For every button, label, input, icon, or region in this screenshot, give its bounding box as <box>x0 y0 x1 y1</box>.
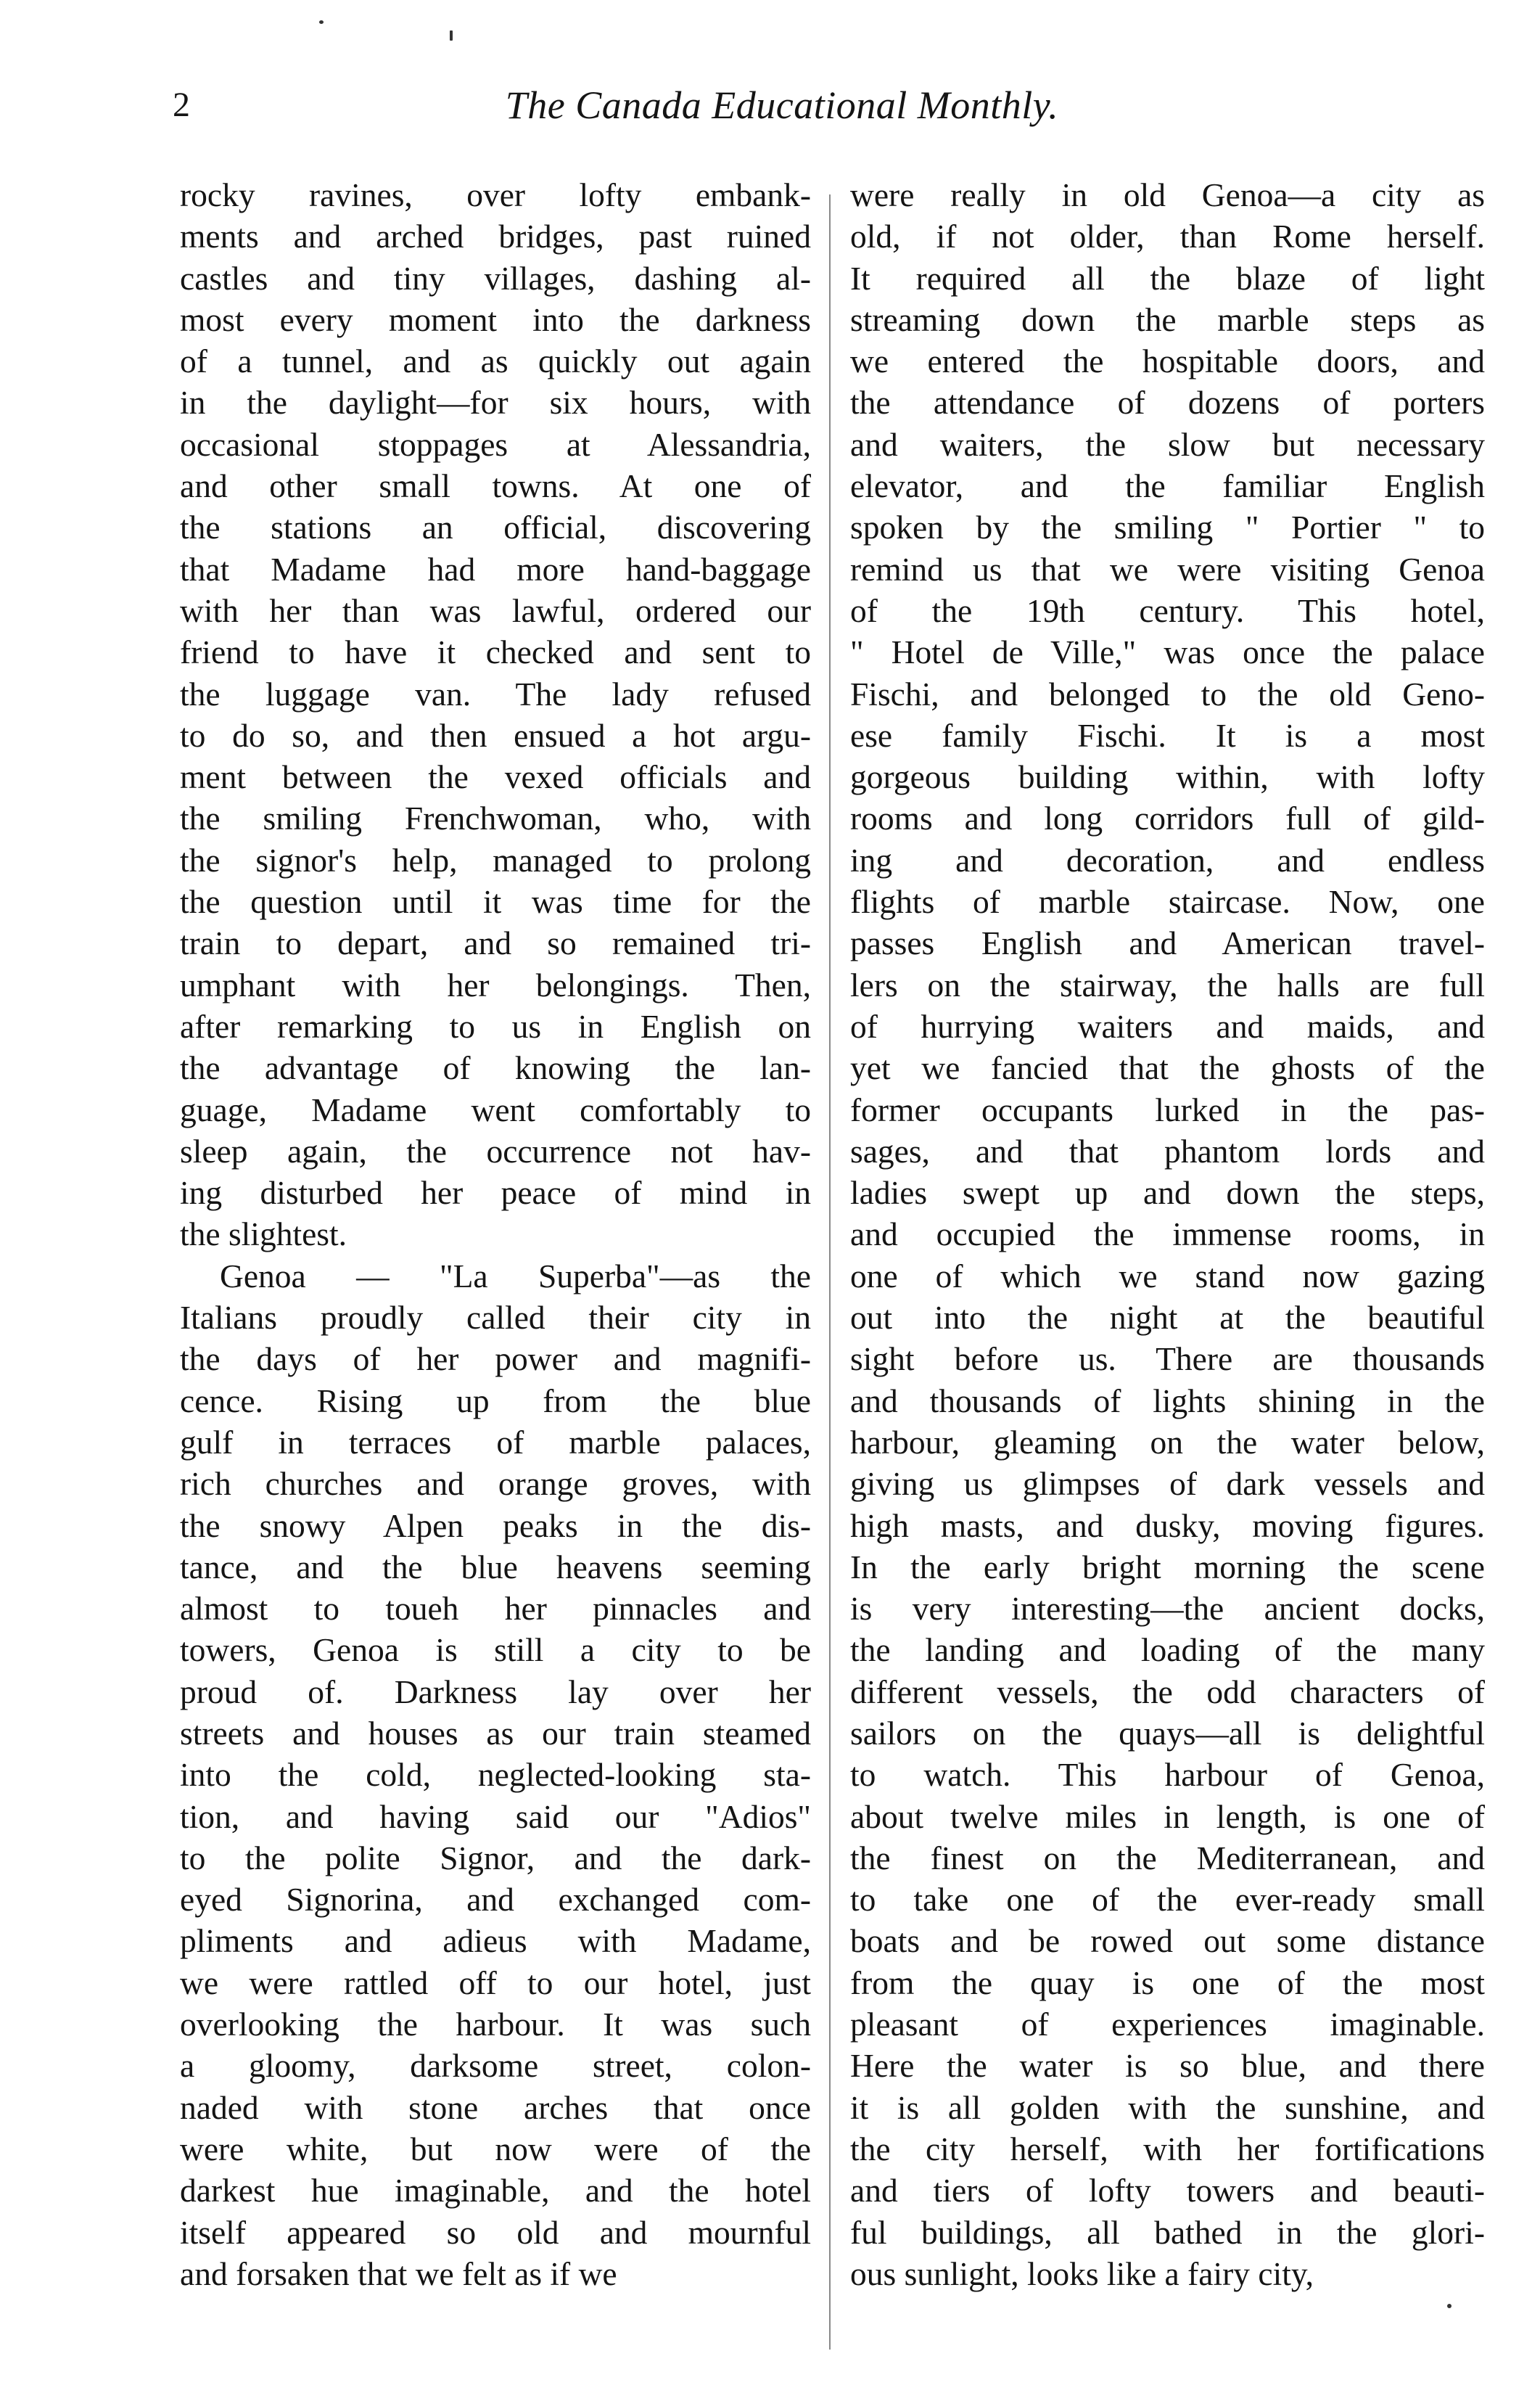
text-line: different vessels, the odd characters of <box>850 1673 1485 1710</box>
text-line: sight before us. There are thousands <box>850 1340 1485 1378</box>
text-line: rocky ravines, over lofty embank- <box>180 176 811 213</box>
text-line: the snowy Alpen peaks in the dis- <box>180 1506 811 1544</box>
text-line: yet we fancied that the ghosts of the <box>850 1049 1485 1087</box>
text-line: we were rattled off to our hotel, just <box>180 1964 811 2001</box>
text-line: the finest on the Mediterranean, and <box>850 1839 1485 1876</box>
text-line: gorgeous building within, with lofty <box>850 758 1485 796</box>
text-line: ese family Fischi. It is a most <box>850 716 1485 754</box>
text-line: lers on the stairway, the halls are full <box>850 966 1485 1004</box>
page-number: 2 <box>173 86 190 124</box>
text-line: umphant with her belongings. Then, <box>180 966 811 1004</box>
text-line: is very interesting—the ancient docks, <box>850 1590 1485 1628</box>
scan-speck <box>1447 2304 1452 2308</box>
text-line: most every moment into the darkness <box>180 300 811 338</box>
text-line: about twelve miles in length, is one of <box>850 1797 1485 1835</box>
text-line: remind us that we were visiting Genoa <box>850 550 1485 588</box>
text-line: to do so, and then ensued a hot argu- <box>180 716 811 754</box>
text-line: of the 19th century. This hotel, <box>850 591 1485 629</box>
text-line: were white, but now were of the <box>180 2130 811 2167</box>
text-line: pliments and adieus with Madame, <box>180 1922 811 1960</box>
text-line: were really in old Genoa—a city as <box>850 176 1485 213</box>
text-line: friend to have it checked and sent to <box>180 633 811 671</box>
text-line: and waiters, the slow but necessary <box>850 425 1485 463</box>
text-line: the days of her power and magnifi- <box>180 1340 811 1378</box>
text-line: cence. Rising up from the blue <box>180 1382 811 1419</box>
text-line: eyed Signorina, and exchanged com- <box>180 1881 811 1919</box>
text-line: passes English and American travel- <box>850 924 1485 962</box>
page-header <box>165 83 1478 141</box>
text-line: ladies swept up and down the steps, <box>850 1174 1485 1212</box>
text-line: guage, Madame went comfortably to <box>180 1091 811 1128</box>
text-line: and other small towns. At one of <box>180 467 811 505</box>
text-line: the smiling Frenchwoman, who, with <box>180 800 811 837</box>
text-line: naded with stone arches that once <box>180 2088 811 2126</box>
text-line: with her than was lawful, ordered our <box>180 591 811 629</box>
text-line: the question until it was time for the <box>180 883 811 921</box>
text-line: we entered the hospitable doors, and <box>850 342 1485 380</box>
text-line: the city herself, with her fortifications <box>850 2130 1485 2167</box>
text-line: in the daylight—for six hours, with <box>180 384 811 422</box>
text-line: sleep again, the occurrence not hav- <box>180 1132 811 1170</box>
text-line: ing disturbed her peace of mind in <box>180 1174 811 1212</box>
text-line: sailors on the quays—all is delightful <box>850 1714 1485 1752</box>
text-line: and tiers of lofty towers and beauti- <box>850 2172 1485 2209</box>
text-line: old, if not older, than Rome herself. <box>850 218 1485 255</box>
text-line: elevator, and the familiar English <box>850 467 1485 505</box>
text-line: and occupied the immense rooms, in <box>850 1215 1485 1253</box>
text-line: giving us glimpses of dark vessels and <box>850 1465 1485 1503</box>
text-line: almost to toueh her pinnacles and <box>180 1590 811 1628</box>
text-line: to take one of the ever-ready small <box>850 1881 1485 1919</box>
text-line: castles and tiny villages, dashing al- <box>180 259 811 297</box>
text-line: overlooking the harbour. It was such <box>180 2006 811 2043</box>
text-line: itself appeared so old and mournful <box>180 2213 811 2251</box>
text-line: sages, and that phantom lords and <box>850 1132 1485 1170</box>
text-line: that Madame had more hand-baggage <box>180 550 811 588</box>
left-text-column <box>180 174 811 2294</box>
text-line: boats and be rowed out some distance <box>850 1922 1485 1960</box>
text-line: the luggage van. The lady refused <box>180 675 811 713</box>
text-line: harbour, gleaming on the water below, <box>850 1423 1485 1461</box>
text-line: it is all golden with the sunshine, and <box>850 2088 1485 2126</box>
running-title: The Canada Educational Monthly. <box>505 83 1059 127</box>
text-line: flights of marble staircase. Now, one <box>850 883 1485 921</box>
text-line: from the quay is one of the most <box>850 1964 1485 2001</box>
text-line: Fischi, and belonged to the old Geno- <box>850 675 1485 713</box>
text-line: ous sunlight, looks like a fairy city, <box>850 2254 1314 2292</box>
text-line: the stations an official, discovering <box>180 509 811 546</box>
text-line: out into the night at the beautiful <box>850 1299 1485 1337</box>
text-line: pleasant of experiences imaginable. <box>850 2006 1485 2043</box>
text-line: of hurrying waiters and maids, and <box>850 1007 1485 1045</box>
text-line: gulf in terraces of marble palaces, <box>180 1423 811 1461</box>
text-line: In the early bright morning the scene <box>850 1548 1485 1585</box>
text-line: the advantage of knowing the lan- <box>180 1049 811 1087</box>
text-line: darkest hue imaginable, and the hotel <box>180 2172 811 2209</box>
scan-speck <box>319 20 324 24</box>
text-line: the signor's help, managed to prolong <box>180 841 811 879</box>
text-line: rich churches and orange groves, with <box>180 1465 811 1503</box>
text-line: Genoa — "La Superba"—as the <box>220 1257 811 1294</box>
text-line: streets and houses as our train steamed <box>180 1714 811 1752</box>
text-line: and forsaken that we felt as if we <box>180 2254 617 2292</box>
text-line: and thousands of lights shining in the <box>850 1382 1485 1419</box>
right-text-column <box>850 174 1485 2294</box>
text-line: to watch. This harbour of Genoa, <box>850 1756 1485 1794</box>
text-line: spoken by the smiling " Portier " to <box>850 509 1485 546</box>
text-line: rooms and long corridors full of gild- <box>850 800 1485 837</box>
text-line: proud of. Darkness lay over her <box>180 1673 811 1710</box>
text-line: ing and decoration, and endless <box>850 841 1485 879</box>
text-line: ful buildings, all bathed in the glori- <box>850 2213 1485 2251</box>
text-line: former occupants lurked in the pas- <box>850 1091 1485 1128</box>
text-line: train to depart, and so remained tri- <box>180 924 811 962</box>
text-line: tance, and the blue heavens seeming <box>180 1548 811 1585</box>
text-line: Italians proudly called their city in <box>180 1299 811 1337</box>
text-line: tion, and having said our "Adios" <box>180 1797 811 1835</box>
text-line: the slightest. <box>180 1215 347 1253</box>
text-line: one of which we stand now gazing <box>850 1257 1485 1294</box>
column-rule <box>829 194 831 2350</box>
text-line: of a tunnel, and as quickly out again <box>180 342 811 380</box>
text-line: after remarking to us in English on <box>180 1007 811 1045</box>
text-line: into the cold, neglected-looking sta- <box>180 1756 811 1794</box>
text-line: streaming down the marble steps as <box>850 300 1485 338</box>
text-line: ments and arched bridges, past ruined <box>180 218 811 255</box>
text-line: high masts, and dusky, moving figures. <box>850 1506 1485 1544</box>
text-line: It required all the blaze of light <box>850 259 1485 297</box>
text-line: the attendance of dozens of porters <box>850 384 1485 422</box>
text-line: ment between the vexed officials and <box>180 758 811 796</box>
text-line: occasional stoppages at Alessandria, <box>180 425 811 463</box>
text-line: towers, Genoa is still a city to be <box>180 1631 811 1669</box>
scan-speck <box>450 30 453 41</box>
text-line: a gloomy, darksome street, colon- <box>180 2047 811 2085</box>
text-line: to the polite Signor, and the dark- <box>180 1839 811 1876</box>
text-line: Here the water is so blue, and there <box>850 2047 1485 2085</box>
text-line: " Hotel de Ville," was once the palace <box>850 633 1485 671</box>
text-line: the landing and loading of the many <box>850 1631 1485 1669</box>
